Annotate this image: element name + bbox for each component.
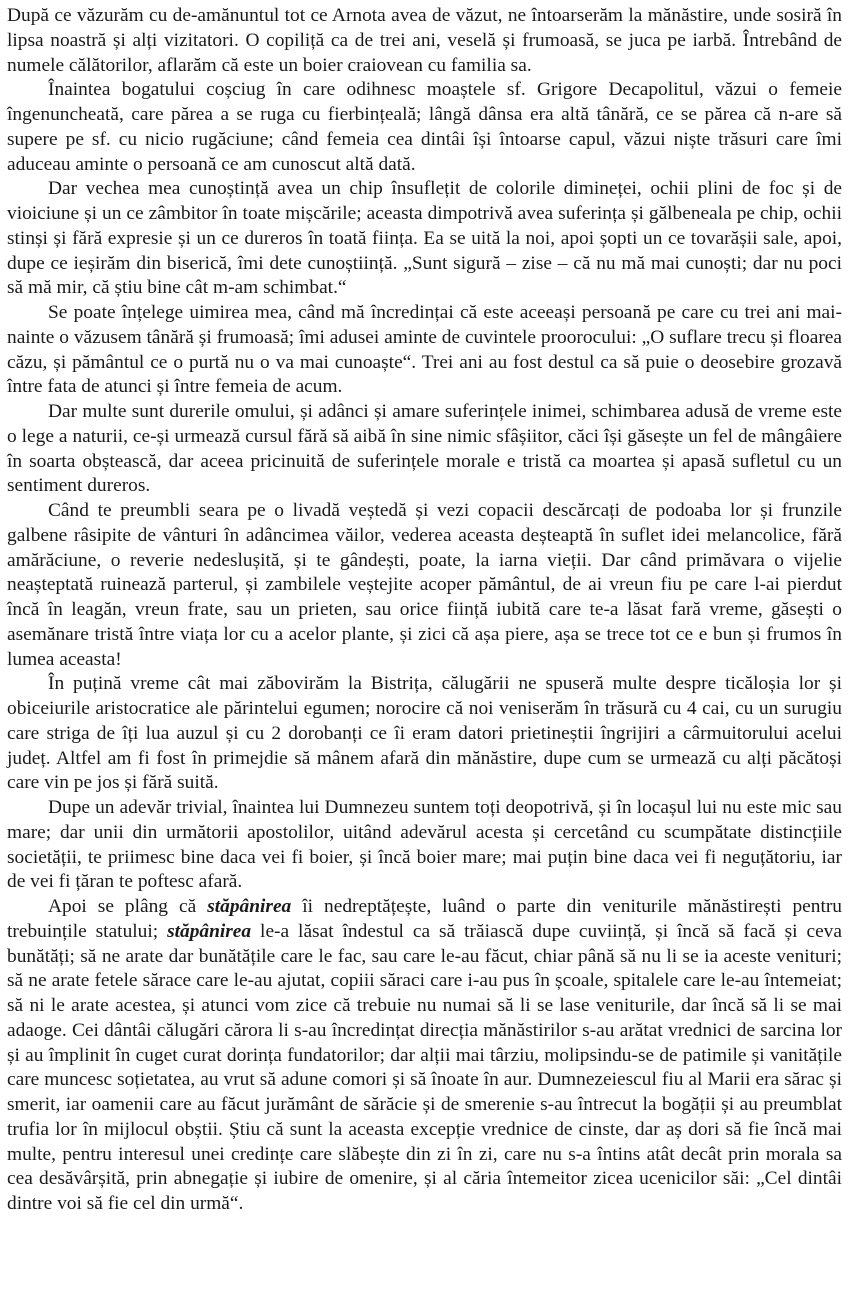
paragraph-8: Dupe un adevăr trivial, înaintea lui Dumnezeu suntem toți deopotrivă, și în locașul lui nu este mic sau mare; dar unii din următorii apostolilor, uitând adevărul acesta și cercetând cu scumpătate distincțiile societății, te priimesc bine daca vei fi boier, și încă boier mare; mai puțin bine daca vei fi neguțătoriu, iar de vei fi țăran te poftesc afară. bbox=[7, 797, 842, 893]
paragraph-6: Când te preumbli seara pe o livadă veștedă și vezi copacii descărcați de podoaba lor și frunzile galbene râsipite de vânturi în adâncimea văilor, vederea aceasta deșteaptă în suflet idei melancolice, fără amărăciune, o reverie nedeslușită, și te gândești, poate, la iarna vieții. Dar când primăvara o vijelie neașteptată ruinează parterul, și zambilele veștejite acoper pământul, de ai vreun fiu pe care l-ai pierdut încă în leagăn, vreun frate, sau un prieten, sau orice ființă iubită care te-a lăsat fară vreme, găsești o asemănare tristă între viața lor cu a acelor plante, și zici că așa piere, așa se trece tot ce e bun și frumos în lumea aceasta! bbox=[7, 500, 842, 670]
paragraph-9-text-2: îi nedreptățește, luând o parte din veniturile mănăstirești pentru trebuințile statului; bbox=[7, 896, 842, 942]
paragraph-9-text-1: Apoi se plâng că bbox=[48, 896, 208, 917]
paragraph-5: Dar multe sunt durerile omului, și adânci și amare suferințele inimei, schimbarea adusă de vreme este o lege a naturii, ce-și urmează cursul fără să aibă în sine nimic sfâșiitor, căci își găsește un fel de mângâiere în soarta obștească, dar aceea pricinuită de suferințele morale e tristă ca moartea și apasă sufletul cu un sentiment dureros. bbox=[7, 401, 842, 497]
paragraph-9-text-3: le-a lăsat îndestul ca să trăiască dupe cuviință, și încă să facă și ceva bunătăți; să ne arate dar bunătățile care le fac, sau care le-au făcut, chiar până să nu li se ia aceste venituri; să ne arate fetele sărace care le-au ajutat, copiii săraci care i-au pus în școale, spitalele care le-au întemeiat; să ni le arate acestea, și atunci vom zice că trebuie nu numai să li se lase veniturile, dar încă să li se mai adaoge. Cei dântâi călugări cărora li s-au încredințat direcția mănăstirilor s-au arătat vrednici de sarcina lor și au împlinit în cuget curat dorința fundatorilor; dar alții mai târziu, molipsindu-se de patimile și vanitățile care muncesc soțietatea, au vrut să adune comori și să înoate în aur. Dumnezeiescul fiu al Marii era sărac și smerit, iar oamenii care au făcut jurământ de sărăcie și de smerenie s-au întrecut la bogății și au preumblat trufia lor în mijlocul obștii. Știu că sunt la aceasta excepție vrednice de cinste, dar aș dori să fie încă mai multe, pentru interesul unei credințe care slăbește din zi în zi, care nu s-a întins atât decât prin morala sa cea desăvârșită, prin abnegație și iubire de omenire, și al căria întemeitor zicea ucenicilor săi: „Cel dintâi dintre voi să fie cel din urmă“. bbox=[7, 920, 842, 1214]
emphasized-word-stapanirea-2: stăpânirea bbox=[167, 920, 252, 942]
paragraph-4: Se poate înțelege uimirea mea, când mă încredințai că este aceeași persoană pe care cu trei ani mai-nainte o văzusem tânără și frumoasă; îmi adusei aminte de cuvintele proorocului: „O suflare trecu și floarea căzu, și pământul ce o purtă nu o va mai cunoaște“. Trei ani au fost destul ca să puie o deosebire grozavă între fata de atunci și între femeia de acum. bbox=[7, 302, 842, 398]
paragraph-9 bbox=[7, 895, 842, 1217]
paragraph-3: Dar vechea mea cunoștință avea un chip însuflețit de colorile dimineței, ochii plini de foc și de vioiciune și un ce zâmbitor în toate mișcările; aceasta dimpotrivă avea suferința și gălbeneala pe chip, ochii stinși și fără expresie și un ce dureros în toată ființa. Ea se uită la noi, apoi șopti un ce tovarășii sale, apoi, dupe ce ieșirăm din biserică, îmi dete cunoștiință. „Sunt sigură – zise – că nu mă mai cunoști; dar nu poci să mă mir, că știu bine cât m-am schimbat.“ bbox=[7, 178, 842, 299]
emphasized-word-stapanirea-1: stăpânirea bbox=[207, 896, 292, 917]
paragraph-7: În puțină vreme cât mai zăbovirăm la Bistrița, călugării ne spuseră multe despre ticăloșia lor și obiceiurile aristocratice ale părintelui egumen; norocire că noi veniserăm în trăsură cu 4 cai, cu un surugiu care striga de îți lua auzul și cu 2 dorobanți ce îi eram datori prietineștii îngrijiri a cârmuitorului acelui județ. Altfel am fi fost în primejdie să mânem afară din mănăstire, dupe cum se urmează cu alți păcătoși care vin pe jos și fără suită. bbox=[7, 673, 842, 794]
paragraph-2: Înaintea bogatului coșciug în care odihnesc moaștele sf. Grigore Decapolitul, văzui o femeie îngenuncheată, care părea a se ruga cu fierbințeală; lângă dânsa era altă tânără, ce se părea că n-are să supere pe sf. cu nicio rugăciune; când femeia cea dintâi își întoarse capul, văzui niște trăsuri care îmi aduceau aminte o persoană ce am cunoscut altă dată. bbox=[7, 79, 842, 175]
paragraph-1: După ce văzurăm cu de-amănuntul tot ce Arnota avea de văzut, ne întoarserăm la mănăstire, unde sosiră în lipsa noastră și alți vizitatori. O copiliță ca de trei ani, veselă și frumoasă, se juca pe iarbă. Întrebând de numele călătorilor, aflarăm că este un boier craiovean cu familia sa. bbox=[7, 5, 842, 76]
